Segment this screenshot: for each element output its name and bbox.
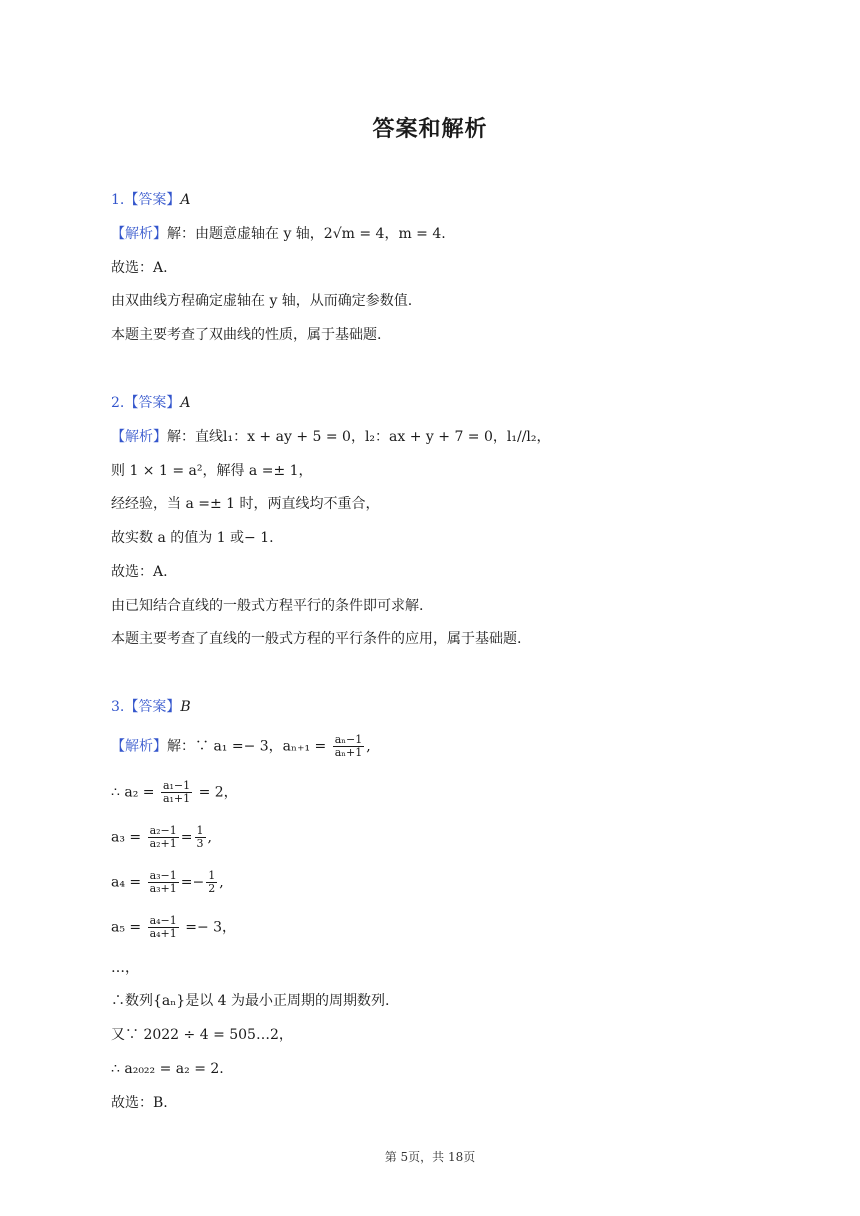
q3-line-9: ∴ a₂₀₂₂ = a₂ = 2.: [111, 1061, 224, 1077]
q2-jiexi-tag: 【解析】: [111, 429, 167, 445]
q3-line-1-suffix: ,: [366, 738, 371, 755]
q2-answer-line: [111, 393, 190, 413]
q3-a5-fraction: [148, 915, 179, 940]
q2-line-4: 故实数 a 的值为 1 或− 1.: [111, 530, 274, 546]
q3-line-2-suffix: = 2，: [198, 784, 238, 801]
q3-line-3: [111, 825, 212, 850]
q3-line-2-prefix: ∴ a₂ =: [111, 784, 155, 801]
fraction-denominator: 2: [208, 882, 216, 895]
q3-line-5-suffix: =− 3，: [185, 919, 237, 936]
q1-answer-line: [111, 190, 190, 210]
q3-a3-result-fraction: [195, 825, 206, 850]
fraction-denominator: 3: [196, 837, 204, 850]
page-footer: 第 5页，共 18页: [384, 1150, 476, 1164]
q3-jiexi-line: [111, 734, 371, 759]
q3-recurrence-fraction: [333, 734, 365, 759]
q3-number: 3.: [111, 699, 125, 715]
q2-answer: A: [180, 395, 191, 411]
q1-answer-tag: 【答案】: [124, 192, 181, 208]
q3-line-5-prefix: a₅ =: [111, 919, 142, 936]
q3-line-5: [111, 915, 236, 940]
q3-line-1-prefix: 解：∵ a₁ =− 3，aₙ₊₁ =: [167, 738, 327, 755]
q3-line-6: …，: [111, 960, 139, 976]
q1-line-2: 故选：A.: [111, 260, 168, 276]
q2-line-1: 解：直线l₁：x + ay + 5 = 0，l₂：ax + y + 7 = 0，l₁//l₂，: [167, 429, 551, 445]
q1-line-3: 由双曲线方程确定虚轴在 y 轴，从而确定参数值.: [111, 293, 413, 309]
q1-answer: A: [180, 192, 191, 208]
fraction-numerator: aₙ−1: [334, 733, 363, 746]
fraction-numerator: a₁−1: [162, 779, 191, 792]
q3-a3-fraction: [148, 825, 179, 850]
fraction-denominator: a₄+1: [149, 927, 177, 940]
q2-line-7: 本题主要考查了直线的一般式方程的平行条件的应用，属于基础题.: [111, 631, 522, 647]
q2-answer-tag: 【答案】: [124, 395, 181, 411]
q3-line-4-suffix: ,: [219, 874, 224, 891]
q3-a2-fraction: [161, 780, 192, 805]
fraction-numerator: a₄−1: [149, 914, 177, 927]
q3-line-10: 故选：B.: [111, 1095, 168, 1111]
q1-number: 1.: [111, 192, 125, 208]
q2-jiexi-line: [111, 427, 551, 447]
q2-line-6: 由已知结合直线的一般式方程平行的条件即可求解.: [111, 598, 424, 614]
fraction-denominator: a₁+1: [162, 792, 191, 805]
fraction-denominator: a₂+1: [149, 837, 177, 850]
q1-line-4: 本题主要考查了双曲线的性质，属于基础题.: [111, 327, 382, 343]
q1-jiexi-line: [111, 224, 446, 244]
fraction-numerator: 1: [196, 824, 204, 837]
q3-answer: B: [180, 699, 191, 715]
fraction-numerator: 1: [208, 869, 216, 882]
page-title: 答案和解析: [372, 117, 488, 142]
q2-line-2: 则 1 × 1 = a²，解得 a =± 1，: [111, 463, 313, 479]
q3-line-3-eq: =: [180, 829, 193, 846]
q2-line-5: 故选：A.: [111, 564, 168, 580]
q3-jiexi-tag: 【解析】: [111, 738, 167, 755]
q3-line-3-suffix: ,: [207, 829, 212, 846]
q3-line-8: 又∵ 2022 ÷ 4 = 505…2，: [111, 1027, 293, 1043]
q1-line-1: 解：由题意虚轴在 y 轴，2√m = 4，m = 4.: [167, 226, 446, 242]
q3-line-4: [111, 870, 224, 895]
q3-a4-fraction: [148, 870, 179, 895]
q3-line-3-prefix: a₃ =: [111, 829, 142, 846]
q2-line-3: 经经验，当 a =± 1 时，两直线均不重合，: [111, 496, 380, 512]
q3-answer-line: [111, 697, 191, 717]
q3-line-2: [111, 780, 238, 805]
fraction-denominator: aₙ+1: [334, 746, 363, 759]
q3-line-7: ∴数列{aₙ}是以 4 为最小正周期的周期数列.: [111, 993, 390, 1009]
q3-line-4-eq: =−: [180, 874, 205, 891]
q2-number: 2.: [111, 395, 125, 411]
fraction-numerator: a₂−1: [149, 824, 177, 837]
q1-jiexi-tag: 【解析】: [111, 226, 167, 242]
q3-a4-result-fraction: [206, 870, 217, 895]
q3-line-4-prefix: a₄ =: [111, 874, 142, 891]
fraction-numerator: a₃−1: [149, 869, 177, 882]
q3-answer-tag: 【答案】: [124, 699, 181, 715]
fraction-denominator: a₃+1: [149, 882, 177, 895]
